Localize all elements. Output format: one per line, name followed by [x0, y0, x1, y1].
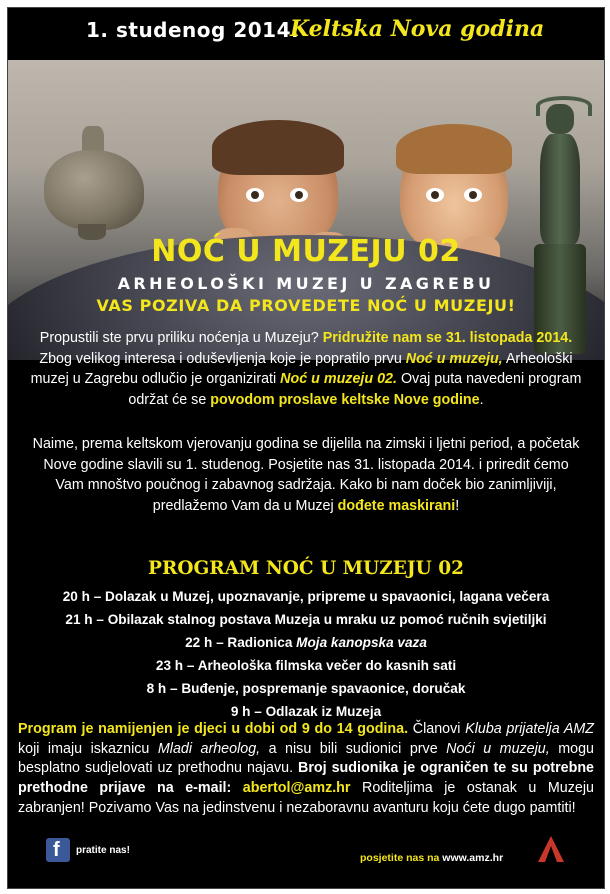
visit-website-text: posjetite nas na www.amz.hr [360, 852, 504, 864]
schedule-item: 20 h – Dolazak u Muzej, upoznavanje, pripreme u spavaonici, lagana večera [62, 589, 550, 604]
schedule-item: 8 h – Buđenje, pospremanje spavaonice, doručak [146, 681, 466, 696]
ceramic-vessel-image [34, 120, 154, 240]
schedule-item: 23 h – Arheološka filmska večer do kasnih sati [155, 658, 457, 673]
program-schedule [8, 585, 604, 723]
event-date: 1. studenog 2014. [86, 18, 300, 42]
follow-us-label: pratite nas! [76, 845, 130, 856]
museum-name: ARHEOLOŠKI MUZEJ U ZAGREBU [117, 274, 495, 293]
hero-photo [8, 60, 604, 360]
bronze-statue-image [528, 96, 592, 360]
invitation-line: VAS POZIVA DA PROVEDETE NOĆ U MUZEJU! [96, 296, 516, 315]
header-banner [8, 8, 604, 60]
main-title: NOĆ U MUZEJU 02 [151, 234, 461, 269]
contact-email[interactable]: abertol@amz.hr [242, 780, 351, 797]
program-title: PROGRAM NOĆ U MUZEJU 02 [148, 558, 464, 579]
museum-logo-icon [538, 836, 564, 866]
schedule-item: 22 h – Radionica Moja kanopska vaza [185, 635, 427, 650]
event-title: Keltska Nova godina [290, 16, 545, 42]
schedule-item: 9 h – Odlazak iz Muzeja [230, 704, 382, 719]
footer [8, 834, 604, 888]
facebook-icon[interactable]: f [46, 838, 70, 862]
event-poster [7, 7, 605, 889]
website-link[interactable]: www.amz.hr [442, 852, 504, 864]
schedule-item: 21 h – Obilazak stalnog postava Muzeja u mraku uz pomoć ručnih svjetiljki [65, 612, 547, 627]
intro-paragraph: Propustili ste prvu priliku noćenja u Muzeju? Pridružite nam se 31. listopada 2014. Zbog velikog interesa i oduševljenja koje je popratilo prvu Noć u muzeju, Arheološki muzej u Zagrebu odlučio je organizirati Noć u muzeju 02. Ovaj puta navedeni program održat će se povodom proslave keltske Nove godine. [30, 330, 582, 408]
celtic-paragraph: Naime, prema keltskom vjerovanju godina se dijelila na zimski i ljetni period, a početak Nove godine slavili su 1. studenog. Posjetite nas 31. listopada 2014. i priredit ćemo Vam mnoštvo poučnog i zabavnog sadržaja. Kako bi nam doček bio zanimljiviji, predlažemo Vam da u Muzej dođete maskirani! [32, 436, 580, 514]
participation-paragraph: Program je namijenjen je djeci u dobi od 9 do 14 godina. Članovi Kluba prijatelja AMZ koji imaju iskaznicu Mladi arheolog, a nisu bili sudionici prve Noći u muzeju, mogu besplatno sudjelovati uz prethodnu najavu. Broj sudionika je ograničen te su potrebne prethodne prijave na e-mail: abertol@amz.hr Roditeljima je ostanak u Muzeju zabranjen! Pozivamo Vas na jedinstvenu i nezaboravnu avanturu koju ćete dugo pamtiti! [18, 721, 595, 816]
